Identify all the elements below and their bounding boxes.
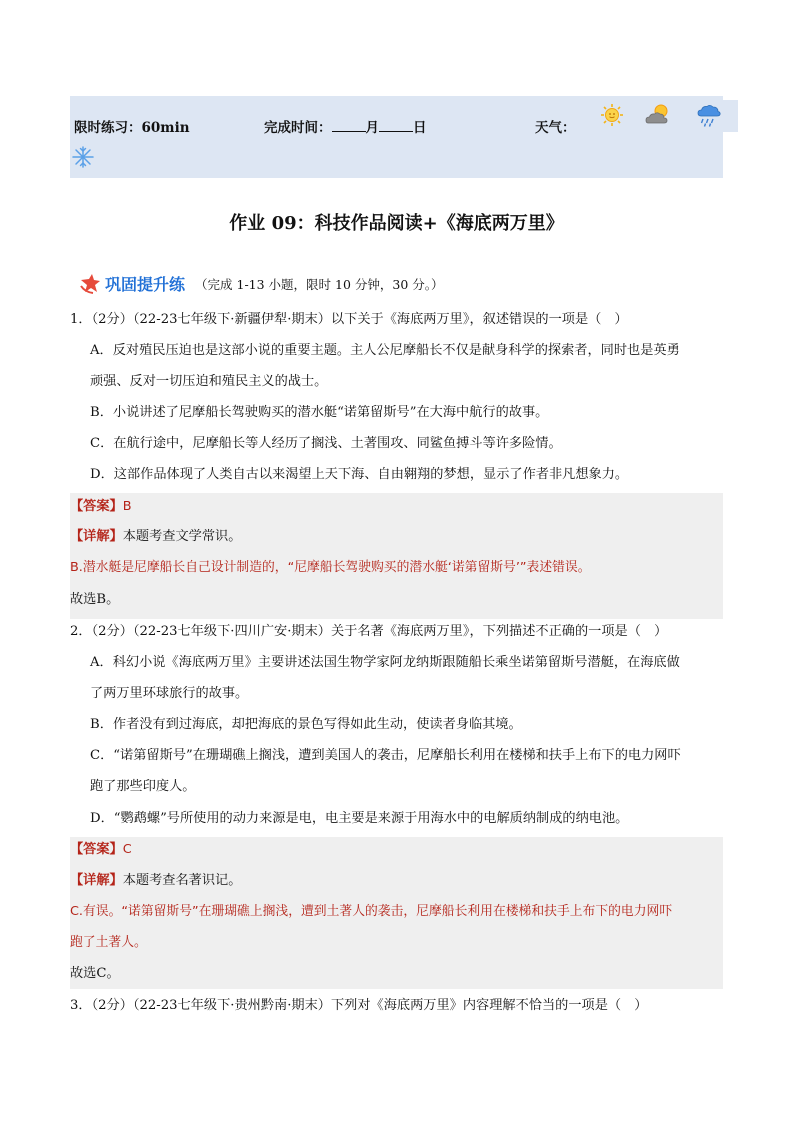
time-limit: 限时练习：60min [74, 120, 190, 136]
answer-value: B [122, 499, 132, 514]
detail-text: 本题考查名著识记。 [122, 873, 242, 888]
detail-label: 【详解】 [70, 873, 123, 888]
explanation-text-cont: 跑了土著人。 [70, 935, 147, 950]
finish-time [264, 116, 427, 136]
answer-line [70, 840, 132, 860]
detail-line [70, 871, 241, 891]
header-tab [719, 100, 738, 132]
conclusion-text: 故选B。 [70, 592, 120, 607]
partly-cloudy-icon[interactable] [643, 103, 673, 127]
section-note: （完成 1-13 小题，限时 10 分钟，30 分。） [195, 276, 444, 292]
day-blank[interactable] [379, 119, 413, 132]
option-c-cont: 跑了那些印度人。 [90, 779, 196, 794]
answer-value: C [122, 842, 132, 857]
section-heading [79, 272, 444, 294]
answer-box [70, 493, 723, 619]
sun-icon[interactable] [600, 103, 624, 127]
option-a-cont: 顽强、反对一切压迫和殖民主义的战士。 [90, 374, 328, 389]
option-b: B．小说讲述了尼摩船长驾驶购买的潜水艇“诺第留斯号”在大海中航行的故事。 [90, 405, 549, 420]
section-title: 巩固提升练 [105, 275, 186, 294]
option-a: A．反对殖民压迫也是这部小说的重要主题。主人公尼摩船长不仅是献身科学的探索者，同时也是英勇 [90, 343, 680, 358]
option-c: C．在航行途中，尼摩船长等人经历了搁浅、土著围攻、同鲨鱼搏斗等许多险情。 [90, 436, 562, 451]
answer-label: 【答案】 [70, 842, 123, 857]
weather-label: 天气： [535, 120, 576, 136]
question-stem: 2．（2分）（22-23七年级下·四川广安·期末）关于名著《海底两万里》，下列描述不正确的一项是（ ） [70, 624, 668, 639]
star-badge-icon [79, 274, 101, 294]
page-title: 作业 09：科技作品阅读+《海底两万里》 [229, 213, 564, 234]
detail-text: 本题考查文学常识。 [122, 529, 242, 544]
answer-label: 【答案】 [70, 499, 123, 514]
explanation-text: C.有误。“诺第留斯号”在珊瑚礁上搁浅，遭到土著人的袭击，尼摩船长利用在楼梯和扶手上布下的电力网吓 [70, 904, 673, 919]
snow-icon[interactable] [72, 146, 94, 168]
month-label: 月 [365, 120, 379, 136]
explanation-text: B.潜水艇是尼摩船长自己设计制造的，“尼摩船长驾驶购买的潜水艇‘诺第留斯号’”表述错误。 [70, 560, 591, 575]
option-d: D．“鹦鹉螺”号所使用的动力来源是电，电主要是来源于用海水中的电解质纳制成的纳电池。 [90, 811, 629, 826]
conclusion-text: 故选C。 [70, 966, 120, 981]
finish-label: 完成时间： [264, 120, 332, 136]
option-c: C．“诺第留斯号”在珊瑚礁上搁浅，遭到美国人的袭击，尼摩船长利用在楼梯和扶手上布下的电力网吓 [90, 748, 681, 763]
day-label: 日 [413, 120, 427, 136]
detail-label: 【详解】 [70, 529, 123, 544]
answer-line [70, 497, 132, 517]
option-b: B．作者没有到过海底，却把海底的景色写得如此生动，使读者身临其境。 [90, 717, 522, 732]
option-d: D．这部作品体现了人类自古以来渴望上天下海、自由翱翔的梦想，显示了作者非凡想象力。 [90, 467, 629, 482]
question-stem: 1．（2分）（22-23七年级下·新疆伊犁·期末）以下关于《海底两万里》，叙述错误的一项是（ ） [70, 312, 628, 327]
month-blank[interactable] [332, 119, 366, 132]
option-a: A．科幻小说《海底两万里》主要讲述法国生物学家阿龙纳斯跟随船长乘坐诺第留斯号潜艇，在海底做 [90, 655, 680, 670]
option-a-cont: 了两万里环球旅行的故事。 [90, 686, 249, 701]
question-stem: 3．（2分）（22-23七年级下·贵州黔南·期末）下列对《海底两万里》内容理解不恰当的一项是（ ） [70, 998, 648, 1013]
detail-line [70, 527, 241, 547]
rain-icon[interactable] [697, 103, 721, 129]
header-box [70, 96, 723, 178]
